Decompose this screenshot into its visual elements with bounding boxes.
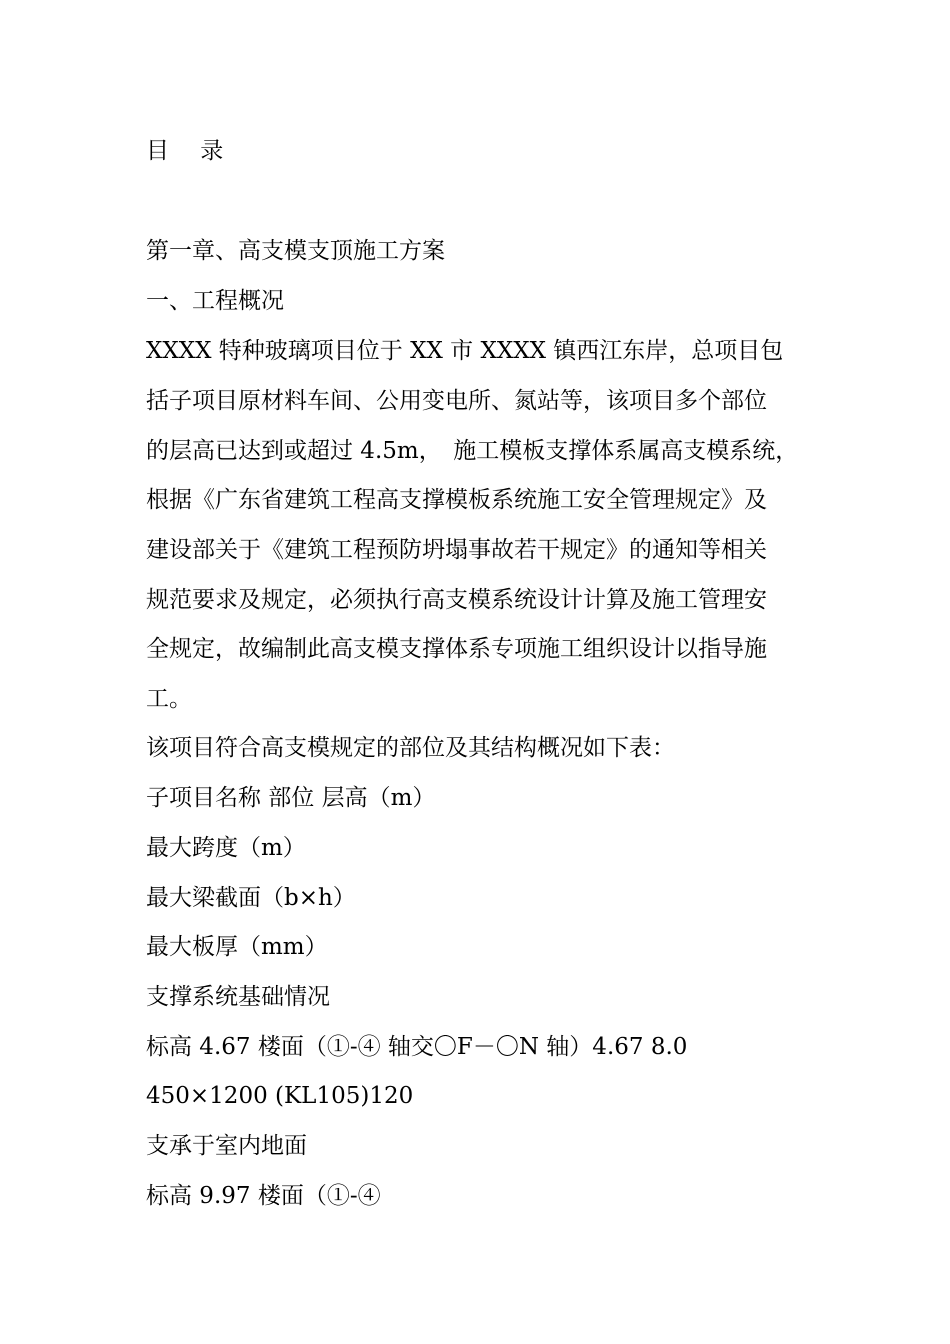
paragraph-line: 工。 (146, 686, 192, 712)
table-line: 子项目名称 部位 层高（m） (146, 785, 436, 811)
chapter-title: 第一章、高支模支顶施工方案 (146, 238, 445, 264)
paragraph-line: 根据《广东省建筑工程高支撑模板系统施工安全管理规定》及 (146, 487, 767, 513)
section-title: 一、工程概况 (146, 288, 284, 314)
toc-title: 目 录 (146, 138, 236, 164)
table-intro: 该项目符合高支模规定的部位及其结构概况如下表： (146, 735, 675, 761)
paragraph-line: 括子项目原材料车间、公用变电所、氮站等，该项目多个部位 (146, 388, 767, 414)
table-line: 支承于室内地面 (146, 1133, 307, 1159)
table-line: 450×1200 (KL105)120 (146, 1083, 414, 1109)
table-line: 最大板厚（mm） (146, 934, 328, 960)
paragraph-line: 规范要求及规定，必须执行高支模系统设计计算及施工管理安 (146, 587, 767, 613)
table-line: 标高 4.67 楼面（①-④ 轴交〇F－〇N 轴）4.67 8.0 (146, 1034, 688, 1060)
table-line: 最大梁截面（b×h） (146, 885, 356, 911)
table-line: 最大跨度（m） (146, 835, 306, 861)
paragraph-line: XXXX 特种玻璃项目位于 XX 市 XXXX 镇西江东岸，总项目包 (146, 338, 784, 364)
paragraph-line: 的层高已达到或超过 4.5m， 施工模板支撑体系属高支模系统， (146, 438, 799, 464)
paragraph-line: 全规定，故编制此高支模支撑体系专项施工组织设计以指导施 (146, 636, 767, 662)
paragraph-line: 建设部关于《建筑工程预防坍塌事故若干规定》的通知等相关 (146, 537, 767, 563)
table-line: 标高 9.97 楼面（①-④ (146, 1183, 381, 1209)
table-line: 支撑系统基础情况 (146, 984, 330, 1010)
